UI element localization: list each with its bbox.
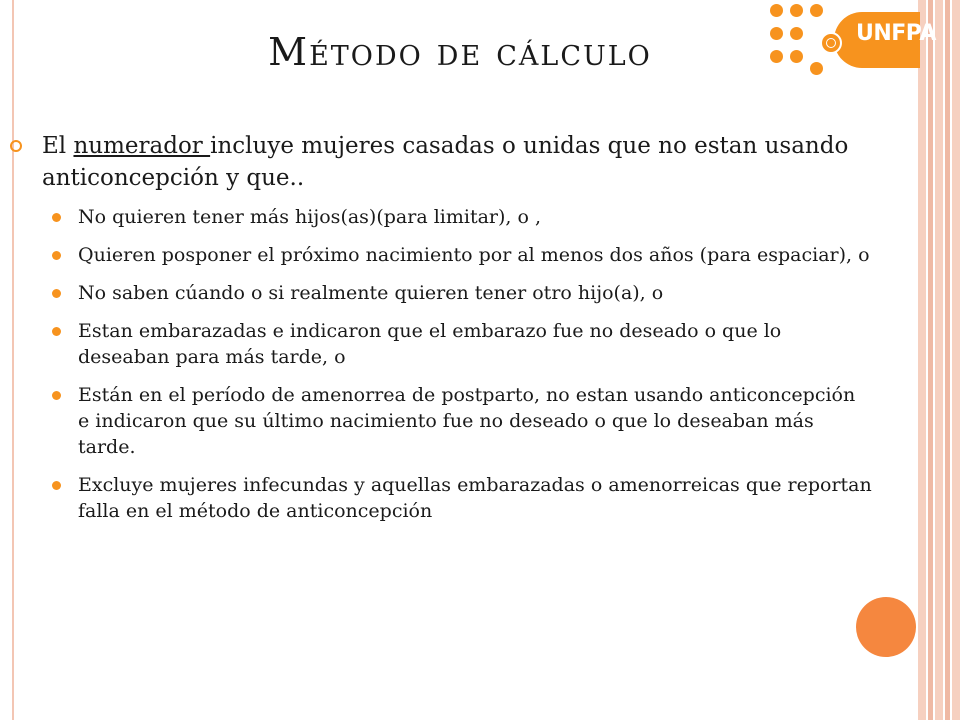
list-item-text: Están en el período de amenorrea de postparto, no estan usando anticoncepción e indicaron que su último nacimiento fue no deseado o que lo deseaban más tarde. xyxy=(78,384,856,458)
list-item-text: Estan embarazadas e indicaron que el embarazo fue no deseado o que lo deseaban para más tarde, o xyxy=(78,320,782,368)
dot-bullet-icon xyxy=(52,289,61,298)
slide-content xyxy=(32,130,872,536)
left-border-line xyxy=(12,0,14,720)
dot-bullet-icon xyxy=(52,213,61,222)
list-item xyxy=(32,242,872,268)
title-initial: M xyxy=(268,30,310,74)
intro-underlined: numerador xyxy=(73,133,211,159)
title-rest: étodo de cálculo xyxy=(309,30,652,74)
dot-bullet-icon xyxy=(52,481,61,490)
intro-prefix: El xyxy=(42,133,74,159)
list-item xyxy=(32,472,872,524)
list-item-text: Excluye mujeres infecundas y aquellas embarazadas o amenorreicas que reportan falla en el método de anticoncepción xyxy=(78,474,872,522)
list-item-text: No quieren tener más hijos(as)(para limitar), o , xyxy=(78,206,541,228)
dot-bullet-icon xyxy=(52,391,61,400)
list-item xyxy=(32,382,872,460)
list-item xyxy=(32,204,872,230)
list-item-text: Quieren posponer el próximo nacimiento por al menos dos años (para espaciar), o xyxy=(78,244,870,266)
slide-title xyxy=(0,30,920,74)
ring-bullet-icon xyxy=(10,140,22,152)
dot-bullet-icon xyxy=(52,251,61,260)
dot-bullet-icon xyxy=(52,327,61,336)
list-item xyxy=(32,280,872,306)
decorative-stripes xyxy=(918,0,960,720)
logo-text: UNFPA xyxy=(856,21,936,46)
list-item xyxy=(32,318,872,370)
decorative-circle xyxy=(856,597,916,657)
list-item-text: No saben cúando o si realmente quieren tener otro hijo(a), o xyxy=(78,282,664,304)
intro-bullet xyxy=(32,130,872,194)
intro-suffix: incluye mujeres casadas o unidas que no estan usando anticoncepción y que.. xyxy=(42,133,849,191)
